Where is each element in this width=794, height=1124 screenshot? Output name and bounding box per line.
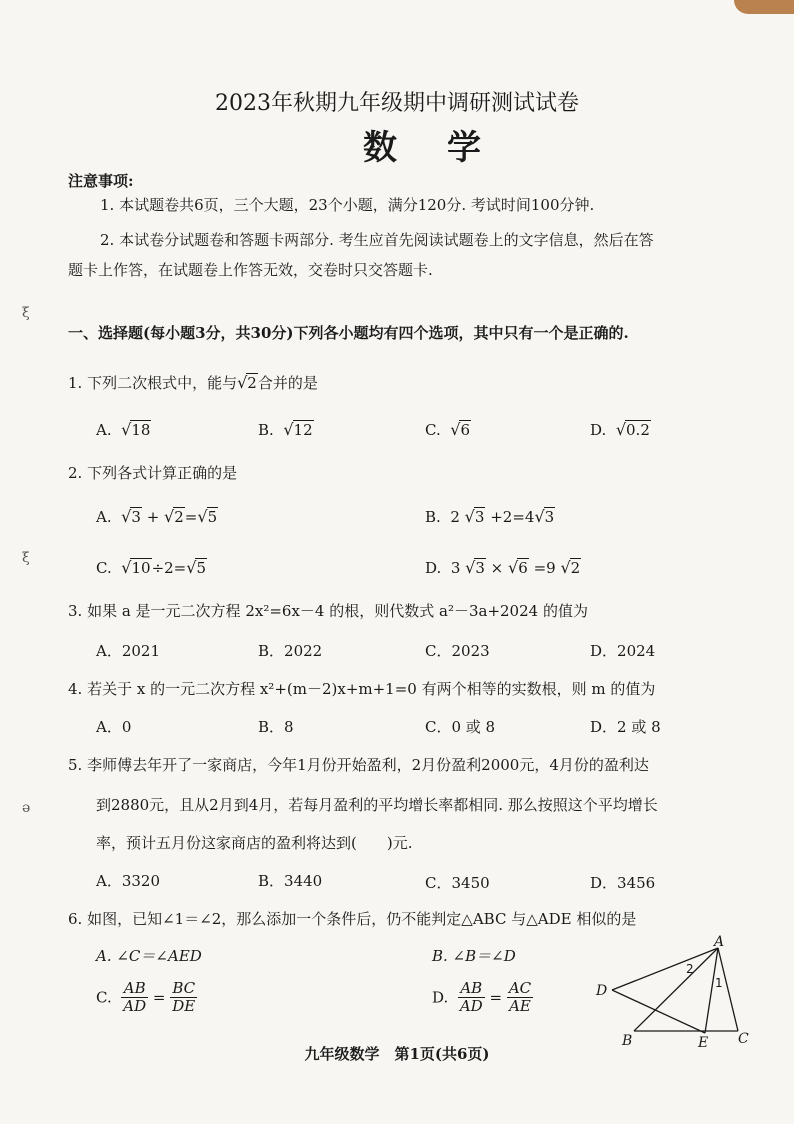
notice-item: 题卡上作答，在试题卷上作答无效，交卷时只交答题卡. [68, 261, 433, 279]
section-heading: 一、选择题(每小题3分，共30分)下列各小题均有四个选项，其中只有一个是正确的. [68, 324, 629, 342]
question-1-stem: 1. 下列二次根式中，能与√2合并的是 [68, 373, 318, 392]
option-b: B. √12 [258, 420, 313, 439]
angle-label: 2 [686, 962, 694, 976]
question-3-stem: 3. 如果 a 是一元二次方程 2x²=6x－4 的根，则代数式 a²－3a+2024 的值为 [68, 602, 588, 620]
fraction: $\frac{AB}{AD}$ [459, 979, 483, 1015]
option-d: D. √0.2 [590, 420, 650, 439]
point-label: D [596, 983, 608, 999]
option-c: C．2023 [425, 642, 490, 660]
fraction: $\frac{AC}{AE}$ [508, 979, 532, 1015]
option-c: C. $\frac{AB}{AD}$ = $\frac{BC}{DE}$ [96, 979, 196, 1015]
option-c: C．3450 [425, 874, 490, 892]
margin-mark: ξ [22, 550, 30, 566]
question-4-stem: 4. 若关于 x 的一元二次方程 x²+(m－2)x+m+1=0 有两个相等的实数根，则 m 的值为 [68, 680, 656, 698]
option-a: A．0 [96, 718, 132, 736]
option-a: A. √18 [96, 420, 151, 439]
option-b: B．3440 [258, 872, 323, 890]
option-b: B. ∠B＝∠D [432, 947, 516, 965]
question-2-stem: 2. 下列各式计算正确的是 [68, 464, 238, 482]
question-5-line: 到2880元，且从2月到4月，若每月盈利的平均增长率都相同. 那么按照这个平均增长 [96, 796, 658, 814]
margin-mark: ξ [22, 305, 30, 321]
option-a: A. ∠C＝∠AED [96, 947, 202, 965]
point-label: A [714, 935, 725, 950]
line-ae [705, 948, 718, 1033]
angle-label: 1 [715, 976, 723, 990]
fraction: $\frac{BC}{DE}$ [172, 979, 196, 1015]
line-de [612, 990, 705, 1033]
option-d: D．2024 [590, 642, 656, 660]
fraction: $\frac{AB}{AD}$ [123, 979, 147, 1015]
line-ad [612, 948, 718, 990]
notice-item: 2. 本试卷分试题卷和答题卡两部分. 考生应首先阅读试题卷上的文字信息，然后在答 [100, 231, 654, 249]
question-6-stem: 6. 如图，已知∠1＝∠2，那么添加一个条件后，仍不能判定△ABC 与△ADE 相似的是 [68, 910, 637, 928]
question-5-line: 率，预计五月份这家商店的盈利将达到( )元. [96, 834, 413, 852]
exam-title: 2023年秋期九年级期中调研测试试卷 [215, 91, 579, 116]
option-b: B．2022 [258, 642, 323, 660]
option-b: B. 2 √3 +2=4√3 [425, 507, 555, 526]
option-d: D. 3 √3 × √6 =9 √2 [425, 558, 581, 577]
option-d: D．2 或 8 [590, 718, 661, 736]
point-label: C [738, 1031, 749, 1047]
option-a: A．3320 [96, 872, 161, 890]
option-b: B．8 [258, 718, 294, 736]
point-label: E [698, 1035, 709, 1050]
page-footer: 九年级数学 第1页(共6页) [304, 1045, 490, 1063]
question-5-line: 5. 李师傅去年开了一家商店，今年1月份开始盈利，2月份盈利2000元，4月份的盈利达 [68, 756, 649, 774]
option-c: C. √6 [425, 420, 471, 439]
option-a: A. √3 + √2=√5 [96, 507, 218, 526]
option-d: D．3456 [590, 874, 656, 892]
geometry-figure [590, 935, 760, 1050]
line-ab [634, 948, 718, 1031]
option-c: C. √10÷2=√5 [96, 558, 206, 577]
option-d: D. $\frac{AB}{AD}$ = $\frac{AC}{AE}$ [432, 979, 532, 1015]
notice-item: 1. 本试题卷共6页，三个大题，23个小题，满分120分. 考试时间100分钟. [100, 196, 595, 214]
point-label: B [622, 1033, 633, 1049]
option-c: C．0 或 8 [425, 718, 496, 736]
notice-heading: 注意事项: [68, 172, 134, 190]
corner-stain [734, 0, 794, 14]
option-a: A．2021 [96, 642, 161, 660]
margin-mark: ǝ [22, 800, 31, 816]
subject-title: 数学 [363, 128, 531, 168]
